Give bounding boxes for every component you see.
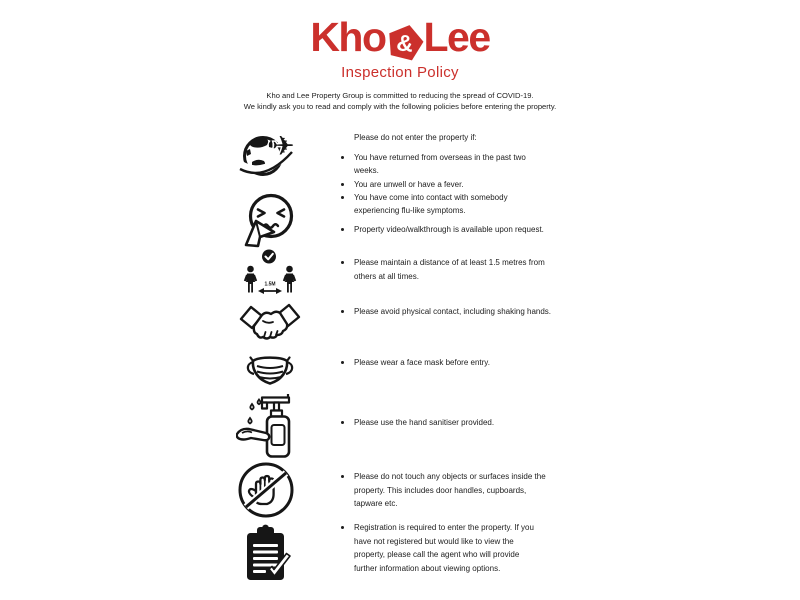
social-distance-icon (242, 249, 298, 297)
bullet-line: Please do not touch any objects or surfaces inside the (354, 472, 546, 481)
intro-line-2: We kindly ask you to read and comply with the following policies before entering the property. (243, 101, 557, 111)
bullet-line: weeks. (354, 166, 379, 175)
bullet-line: Please wear a face mask before entry. (354, 358, 490, 367)
distance-label: 1.5M (264, 281, 276, 288)
page-title: Inspection Policy (341, 64, 459, 81)
hand-sanitiser-icon (236, 394, 294, 460)
bullet-line: You are unwell or have a fever. (354, 179, 464, 189)
bullet-dot (341, 183, 344, 186)
handshake-icon (238, 300, 302, 344)
bullet-line: tapware etc. (354, 499, 398, 508)
bullet-face-mask (341, 356, 556, 370)
bullet-dot (341, 196, 344, 199)
bullet-line: Please avoid physical contact, including shaking hands. (354, 307, 552, 316)
bullet-dot (341, 156, 344, 159)
bullet-hand-sanitiser (341, 416, 556, 430)
bullet-line: others at all times. (354, 271, 419, 281)
intro-text (0, 91, 800, 112)
bullet-video-walkthrough (341, 223, 556, 237)
bullet-unwell-fever (341, 178, 556, 192)
bullet-dot (341, 361, 344, 364)
intro-line-1: Kho and Lee Property Group is committed to reducing the spread of COVID-19. (266, 91, 534, 100)
sneeze-icon (243, 192, 297, 248)
bullet-physical-contact (341, 305, 556, 319)
bullet-dot (341, 310, 344, 313)
logo-ampersand: & (394, 29, 415, 57)
face-mask-icon (245, 353, 295, 391)
bullet-contact-flu (341, 191, 556, 218)
bullet-line: experiencing flu-like symptoms. (354, 206, 466, 215)
plane-glyph: ✈ (272, 131, 295, 162)
bullet-no-touch (341, 470, 556, 511)
bullet-line: Please use the hand sanitiser provided. (354, 418, 495, 427)
brand-logo (0, 14, 800, 67)
no-touch-icon (236, 460, 296, 520)
logo-part-lee: Lee (423, 14, 490, 60)
bullet-dot (341, 228, 344, 231)
bullet-line: property, please call the agent who will provide (354, 550, 520, 559)
bullet-dot (341, 421, 344, 424)
bullet-dot (341, 526, 344, 529)
bullet-line: further information about viewing options. (354, 563, 501, 573)
bullet-line: have not registered but would like to view the (354, 536, 514, 546)
registration-clipboard-icon (242, 524, 294, 584)
bullet-line: You have come into contact with somebody (354, 192, 508, 202)
logo-part-kho: Kho (310, 14, 386, 60)
bullet-distance (341, 256, 556, 283)
bullet-line: Property video/walkthrough is available upon request. (354, 225, 544, 234)
bullet-dot (341, 261, 344, 264)
bullet-line: You have returned from overseas in the past two (354, 152, 526, 162)
logo-ampersand-badge (382, 21, 428, 67)
bullet-registration (341, 521, 556, 575)
globe-travel-icon (239, 129, 301, 181)
bullet-line: Please maintain a distance of at least 1.5 metres from (354, 258, 545, 267)
policy-heading: Please do not enter the property if: (354, 133, 477, 142)
bullet-line: Registration is required to enter the property. If you (354, 523, 534, 532)
bullet-dot (341, 475, 344, 478)
bullet-line: property. This includes door handles, cupboards, (354, 485, 527, 495)
bullet-returned-overseas (341, 151, 556, 178)
